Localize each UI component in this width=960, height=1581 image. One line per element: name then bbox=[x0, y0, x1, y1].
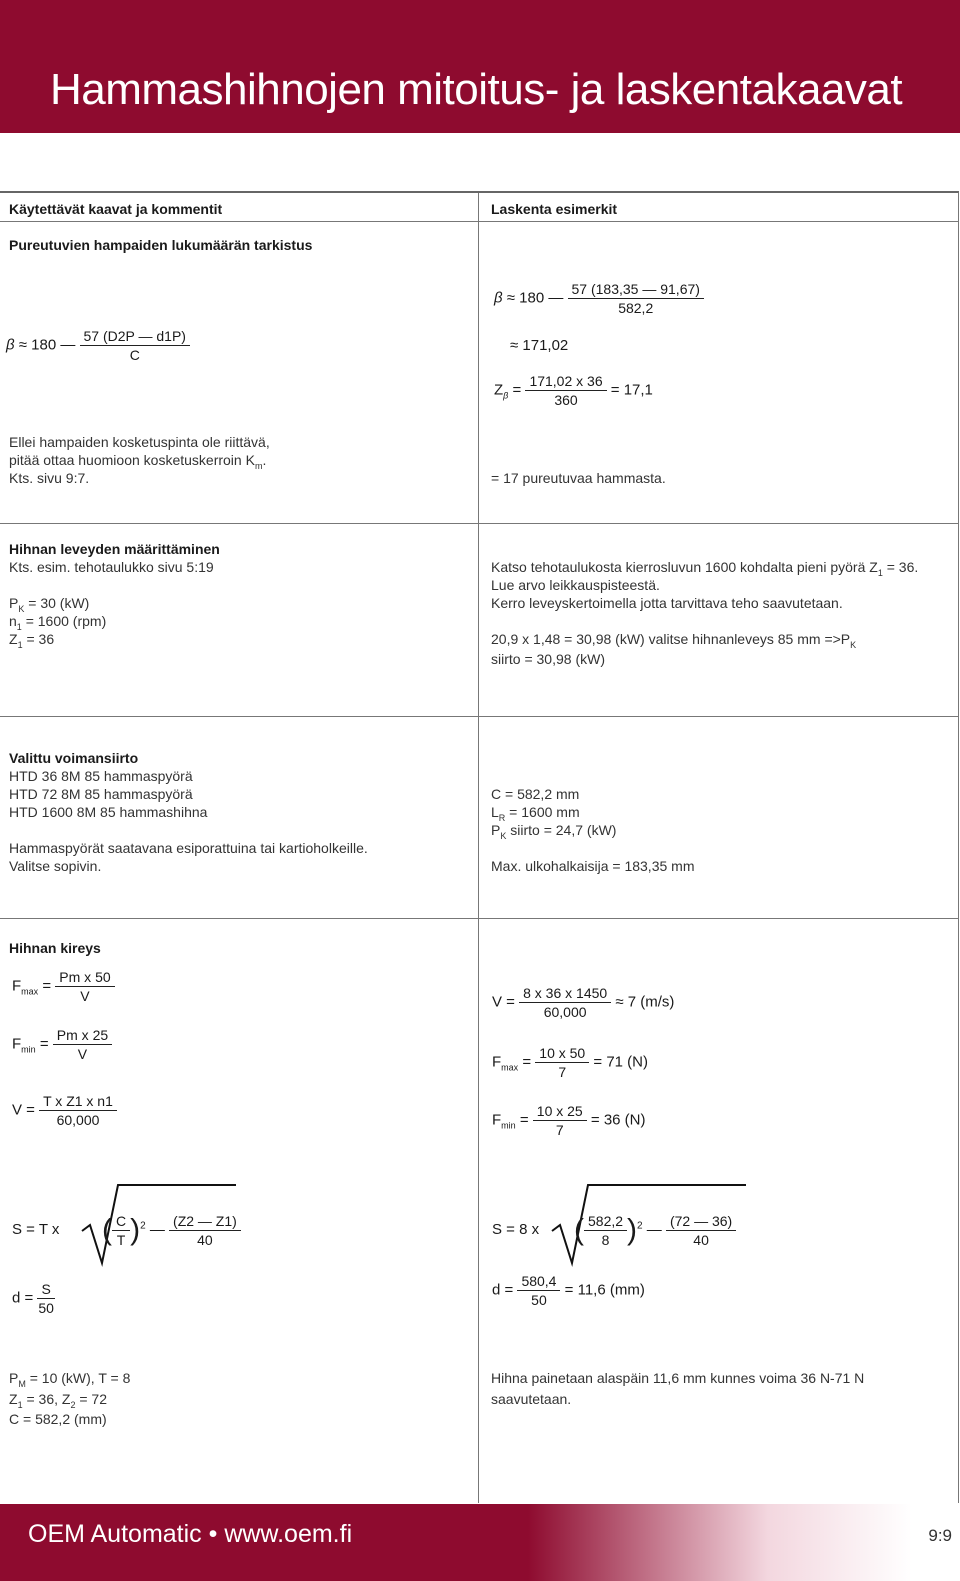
spec-line: $P_K$ siirto = 24,7 (kW) bbox=[491, 822, 617, 841]
section-heading: Hihnan leveyden määrittäminen bbox=[9, 541, 220, 557]
z-beta-example: $Z_\beta$ = $\frac{171,02 x 36}{360}$ = 17,1 bbox=[494, 373, 653, 408]
s-formula-body: ( $\frac{C}{T}$ )$^2$ — $\frac{(Z2 — Z1)}{40}$ bbox=[102, 1213, 241, 1248]
given-value: $Z_1 = 36$, $Z_2 = 72$ bbox=[9, 1391, 107, 1410]
section-heading: Pureutuvien hampaiden lukumäärän tarkistus bbox=[9, 237, 313, 253]
spec-line: $L_R = 1600$ mm bbox=[491, 804, 580, 823]
conclusion-line: saavutetaan. bbox=[491, 1391, 572, 1407]
beta-formula: β ≈ 180 — $\frac{57 (D2P — d1P)}{C}$ bbox=[6, 328, 190, 363]
spec-line: Max. ulkohalkaisija = 183,35 mm bbox=[491, 858, 695, 874]
fmin-formula: $F_{min}$ = $\frac{\text{Pm x 25}}{V}$ bbox=[12, 1027, 112, 1062]
beta-example: β ≈ 180 — $\frac{57 (183,35 — 91,67)}{582,2}$ bbox=[494, 281, 704, 316]
part-line: HTD 1600 8M 85 hammashihna bbox=[9, 804, 208, 820]
s-example-label: S = 8 x bbox=[492, 1221, 540, 1238]
result-text: = 17 pureutuvaa hammasta. bbox=[491, 470, 666, 486]
s-example-body: ( $\frac{582,2}{8}$ )$^2$ — $\frac{(72 — 36)}{40}$ bbox=[574, 1213, 736, 1248]
given-value: C = 582,2 (mm) bbox=[9, 1411, 107, 1427]
section-heading: Valittu voimansiirto bbox=[9, 750, 139, 766]
fmax-example: $F_{max}$ = $\frac{10 x 50}{7}$ = 71 (N) bbox=[492, 1045, 649, 1080]
instruction-line: Lue arvo leikkauspisteestä. bbox=[491, 577, 660, 593]
given-value: $P_K = 30$ (kW) bbox=[9, 595, 90, 614]
spec-line: C = 582,2 mm bbox=[491, 786, 580, 802]
d-formula: d = $\frac{S}{50}$ bbox=[12, 1281, 54, 1316]
reference-text: Kts. esim. tehotaulukko sivu 5:19 bbox=[9, 559, 214, 575]
instruction-line: Kerro leveyskertoimella jotta tarvittava teho saavutetaan. bbox=[491, 595, 843, 611]
instruction-line: siirto = 30,98 (kW) bbox=[491, 651, 605, 667]
page-title: Hammashihnojen mitoitus- ja laskentakaavat bbox=[50, 65, 903, 114]
part-line: HTD 72 8M 85 hammaspyörä bbox=[9, 786, 193, 802]
page-footer bbox=[0, 1504, 960, 1581]
footer-brand: OEM Automatic • www.oem.fi bbox=[28, 1520, 353, 1548]
given-value: $n_1 = 1600$ (rpm) bbox=[9, 613, 107, 632]
part-line: HTD 36 8M 85 hammaspyörä bbox=[9, 768, 193, 784]
section-heading: Hihnan kireys bbox=[9, 940, 101, 956]
row-rule bbox=[0, 716, 958, 717]
v-example: V = $\frac{8 x 36 x 1450}{60,000}$ ≈ 7 (m/s) bbox=[492, 985, 675, 1020]
row-rule bbox=[0, 918, 958, 919]
note-line: Ellei hampaiden kosketuspinta ole riittävä, bbox=[9, 434, 270, 450]
v-formula: V = $\frac{\text{T x Z1 x n1}}{60,000}$ bbox=[12, 1093, 117, 1128]
fmin-example: $F_{min}$ = $\frac{10 x 25}{7}$ = 36 (N) bbox=[492, 1103, 646, 1138]
given-value: $P_M = 10$ (kW), T = 8 bbox=[9, 1370, 131, 1389]
d-example: d = $\frac{580,4}{50}$ = 11,6 (mm) bbox=[492, 1273, 645, 1308]
column-divider bbox=[478, 193, 479, 1503]
part-line: Hammaspyörät saatavana esiporattuina tai kartioholkeille. bbox=[9, 840, 368, 856]
page-number: 9:9 bbox=[928, 1526, 952, 1545]
given-value: $Z_1 = 36$ bbox=[9, 631, 55, 650]
page-header bbox=[0, 0, 960, 133]
instruction-line: 20,9 x 1,48 = 30,98 (kW) valitse hihnanleveys 85 mm $=>P_K$ bbox=[491, 631, 857, 650]
formula-table bbox=[0, 191, 959, 1503]
row-rule bbox=[0, 523, 958, 524]
note-line: pitää ottaa huomioon kosketuskerroin $K_m$. bbox=[9, 452, 267, 471]
conclusion-line: Hihna painetaan alaspäin 11,6 mm kunnes voima 36 N-71 N bbox=[491, 1370, 865, 1386]
left-column-header: Käytettävät kaavat ja kommentit bbox=[9, 201, 223, 217]
header-rule bbox=[0, 221, 958, 222]
instruction-line: Katso tehotaulukosta kierrosluvun 1600 kohdalta pieni pyörä $Z_1 = 36$. bbox=[491, 559, 919, 578]
right-column-header: Laskenta esimerkit bbox=[491, 201, 618, 217]
part-line: Valitse sopivin. bbox=[9, 858, 102, 874]
s-label: S = T x bbox=[12, 1221, 60, 1238]
note-line: Kts. sivu 9:7. bbox=[9, 470, 90, 486]
beta-approx: ≈ 171,02 bbox=[510, 337, 569, 354]
fmax-formula: $F_{max}$ = $\frac{\text{Pm x 50}}{V}$ bbox=[12, 969, 115, 1004]
